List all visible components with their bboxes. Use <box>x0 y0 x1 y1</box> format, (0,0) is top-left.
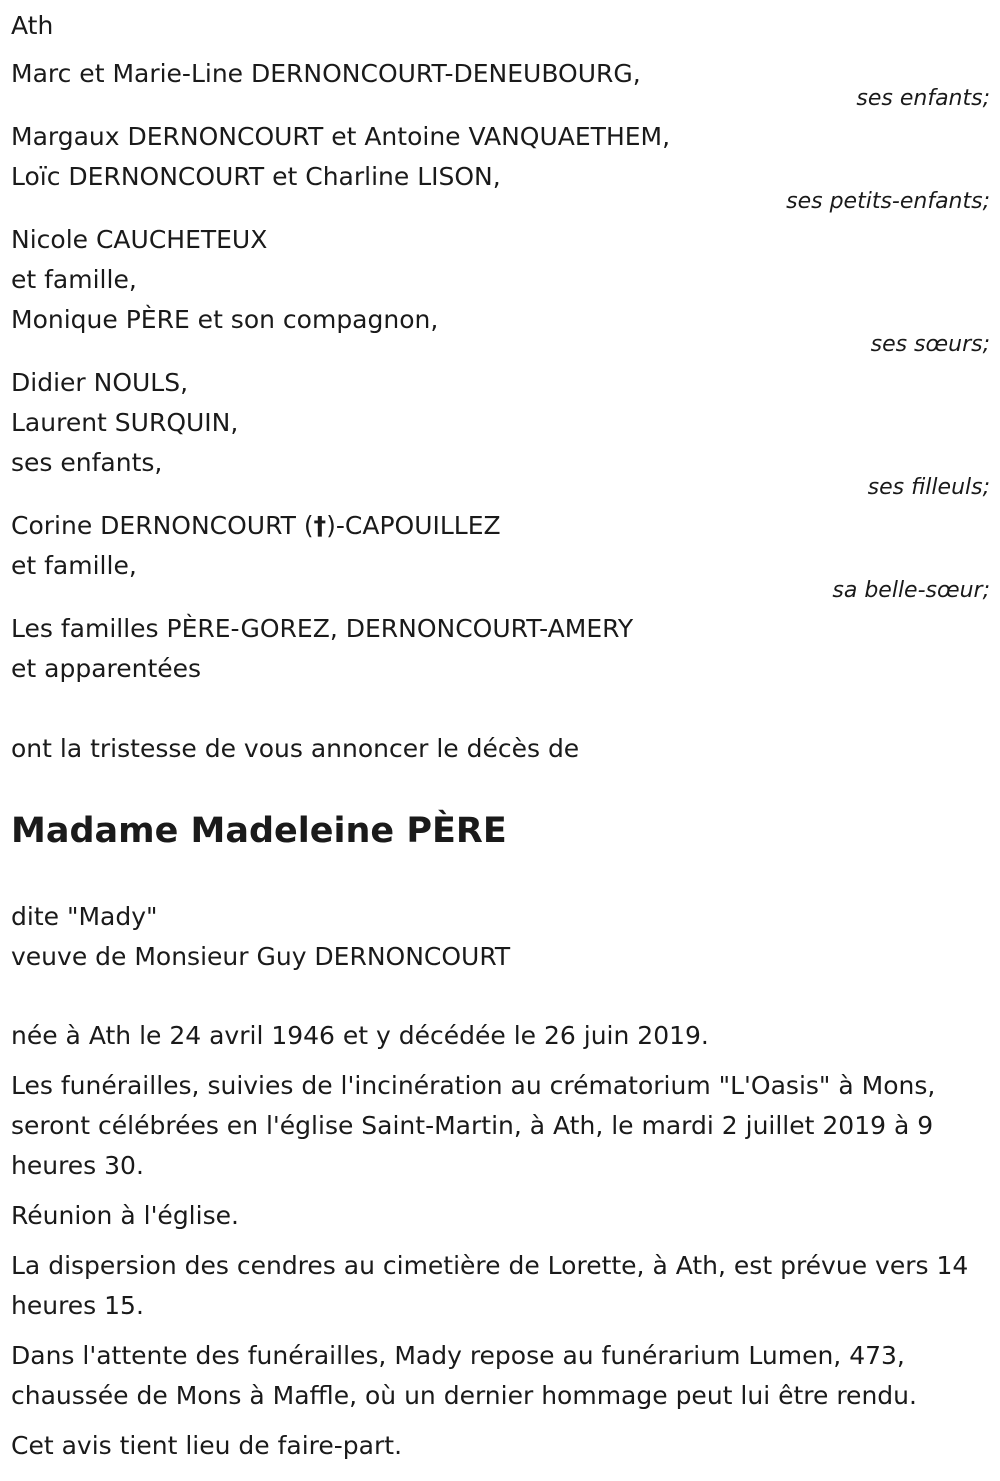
family-role: sa belle-sœur; <box>832 578 990 603</box>
nickname: dite "Mady" <box>11 902 158 931</box>
widow-of: veuve de Monsieur Guy DERNONCOURT <box>11 942 511 971</box>
family-line: Marc et Marie-Line DERNONCOURT-DENEUBOURG, <box>11 59 641 88</box>
cross-icon: † <box>313 511 327 540</box>
family-role: ses filleuls; <box>867 475 990 500</box>
family-line: Didier NOULS, <box>11 368 189 397</box>
family-role: ses petits-enfants; <box>786 189 990 214</box>
family-line-part: Corine DERNONCOURT ( <box>11 511 314 540</box>
repose-paragraph: Dans l'attente des funérailles, Mady repose au funérarium Lumen, 473, chaussée de Mons à Maffle, où un dernier hommage peut lui être rendu. <box>11 1341 917 1410</box>
notice-paragraph: Cet avis tient lieu de faire-part. <box>11 1431 403 1460</box>
family-line-part: )-CAPOUILLEZ <box>326 511 501 540</box>
family-line: Nicole CAUCHETEUX <box>11 225 268 254</box>
family-role: ses sœurs; <box>870 332 990 357</box>
family-line: Laurent SURQUIN, <box>11 408 239 437</box>
ashes-paragraph: La dispersion des cendres au cimetière de Lorette, à Ath, est prévue vers 14 heures 15. <box>11 1251 969 1320</box>
family-line: Les familles PÈRE-GOREZ, DERNONCOURT-AMERY <box>11 614 634 643</box>
family-line: Monique PÈRE et son compagnon, <box>11 305 439 334</box>
family-line: et famille, <box>11 551 137 580</box>
family-role: ses enfants; <box>856 86 990 111</box>
location: Ath <box>11 11 54 40</box>
family-line: Loïc DERNONCOURT et Charline LISON, <box>11 162 501 191</box>
family-line <box>11 506 501 546</box>
announcement: ont la tristesse de vous annoncer le décès de <box>11 734 580 763</box>
birth-death-paragraph: née à Ath le 24 avril 1946 et y décédée le 26 juin 2019. <box>11 1021 709 1050</box>
family-line: Margaux DERNONCOURT et Antoine VANQUAETHEM, <box>11 122 671 151</box>
family-line: ses enfants, <box>11 448 163 477</box>
gathering-paragraph: Réunion à l'église. <box>11 1201 239 1230</box>
family-line: et apparentées <box>11 654 202 683</box>
funeral-paragraph: Les funérailles, suivies de l'incinération au crématorium "L'Oasis" à Mons, seront célébrées en l'église Saint-Martin, à Ath, le mardi 2 juillet 2019 à 9 heures 30. <box>11 1071 936 1180</box>
deceased-name: Madame Madeleine PÈRE <box>11 811 507 851</box>
family-line: et famille, <box>11 265 137 294</box>
